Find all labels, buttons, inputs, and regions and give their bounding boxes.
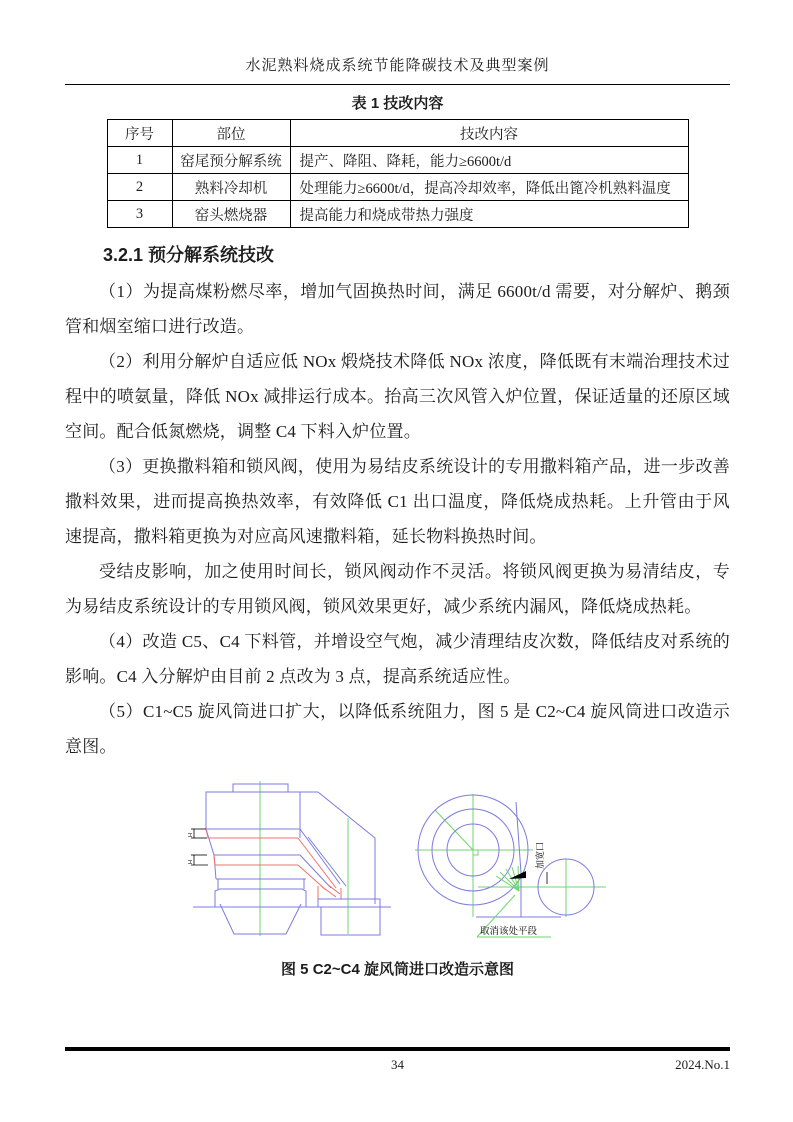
table-row [107,174,688,201]
dimension-label-h: H [187,833,194,837]
cyclone-top-view-diagram [403,776,633,956]
modification-table [107,119,689,228]
body-text [65,274,730,764]
cell-index: 2 [107,174,172,201]
col-header-content: 技改内容 [290,120,688,147]
table-row [107,201,688,228]
table-row [107,147,688,174]
body-paragraph: （2）利用分解炉自适应低 NOx 煅烧技术降低 NOx 浓度，降低既有末端治理技术过程中的喷氨量，降低 NOx 减排运行成本。抬高三次风管入炉位置，保证适量的还原区域空间。配合低氮燃烧，调整 C4 下料入炉位置。 [65,352,730,441]
cancel-flat-segment-label: 取消该处平段 [479,926,537,937]
cell-content: 提高能力和烧成带热力强度 [290,201,688,228]
cell-index: 1 [107,147,172,174]
body-paragraph: （4）改造 C5、C4 下料管，并增设空气炮，减少清理结皮次数，降低结皮对系统的影响。C4 入分解炉由目前 2 点改为 3 点，提高系统适应性。 [65,632,730,686]
col-header-part: 部位 [172,120,290,147]
col-header-index: 序号 [107,120,172,147]
body-paragraph: （1）为提高煤粉燃尽率，增加气固换热时间，满足 6600t/d 需要，对分解炉、鹅颈管和烟室缩口进行改造。 [65,282,730,336]
table-header-row [107,120,688,147]
page-number: 34 [391,1056,404,1072]
widen-opening-label: 加宽口 [534,841,545,869]
issue-label: 2024.No.1 [675,1056,730,1072]
cell-content: 处理能力≥6600t/d，提高冷却效率，降低出篦冷机熟料温度 [290,174,688,201]
page-header-title: 水泥熟料烧成系统节能降碳技术及典型案例 [245,58,550,74]
cell-content: 提产、降阻、降耗，能力≥6600t/d [290,147,688,174]
cell-part: 窑尾预分解系统 [172,147,290,174]
table-title: 表 1 技改内容 [351,95,444,112]
cyclone-side-view-diagram [163,776,393,956]
dimension-label-h: H [187,860,194,864]
cell-index: 3 [107,201,172,228]
header-divider [65,84,730,85]
body-paragraph: 受结皮影响，加之使用时间长，锁风阀动作不灵活。将锁风阀更换为易清结皮，专为易结皮系统设计的专用锁风阀，锁风效果更好，减少系统内漏风，降低烧成热耗。 [65,562,730,616]
footer-divider [65,1047,730,1051]
body-paragraph: （5）C1~C5 旋风筒进口扩大，以降低系统阻力，图 5 是 C2~C4 旋风筒进口改造示意图。 [65,702,730,756]
figure [65,776,730,956]
page-footer [65,1047,730,1073]
cell-part: 窑头燃烧器 [172,201,290,228]
cell-part: 熟料冷却机 [172,174,290,201]
figure-caption: 图 5 C2~C4 旋风筒进口改造示意图 [281,961,514,978]
section-heading: 3.2.1 预分解系统技改 [103,245,275,265]
body-paragraph: （3）更换撒料箱和锁风阀，使用为易结皮系统设计的专用撒料箱产品，进一步改善撒料效果，进而提高换热效率，有效降低 C1 出口温度，降低烧成热耗。上升管由于风速提高，撒料箱更换为对应高风速撒料箱，延长物料换热时间。 [65,457,730,546]
